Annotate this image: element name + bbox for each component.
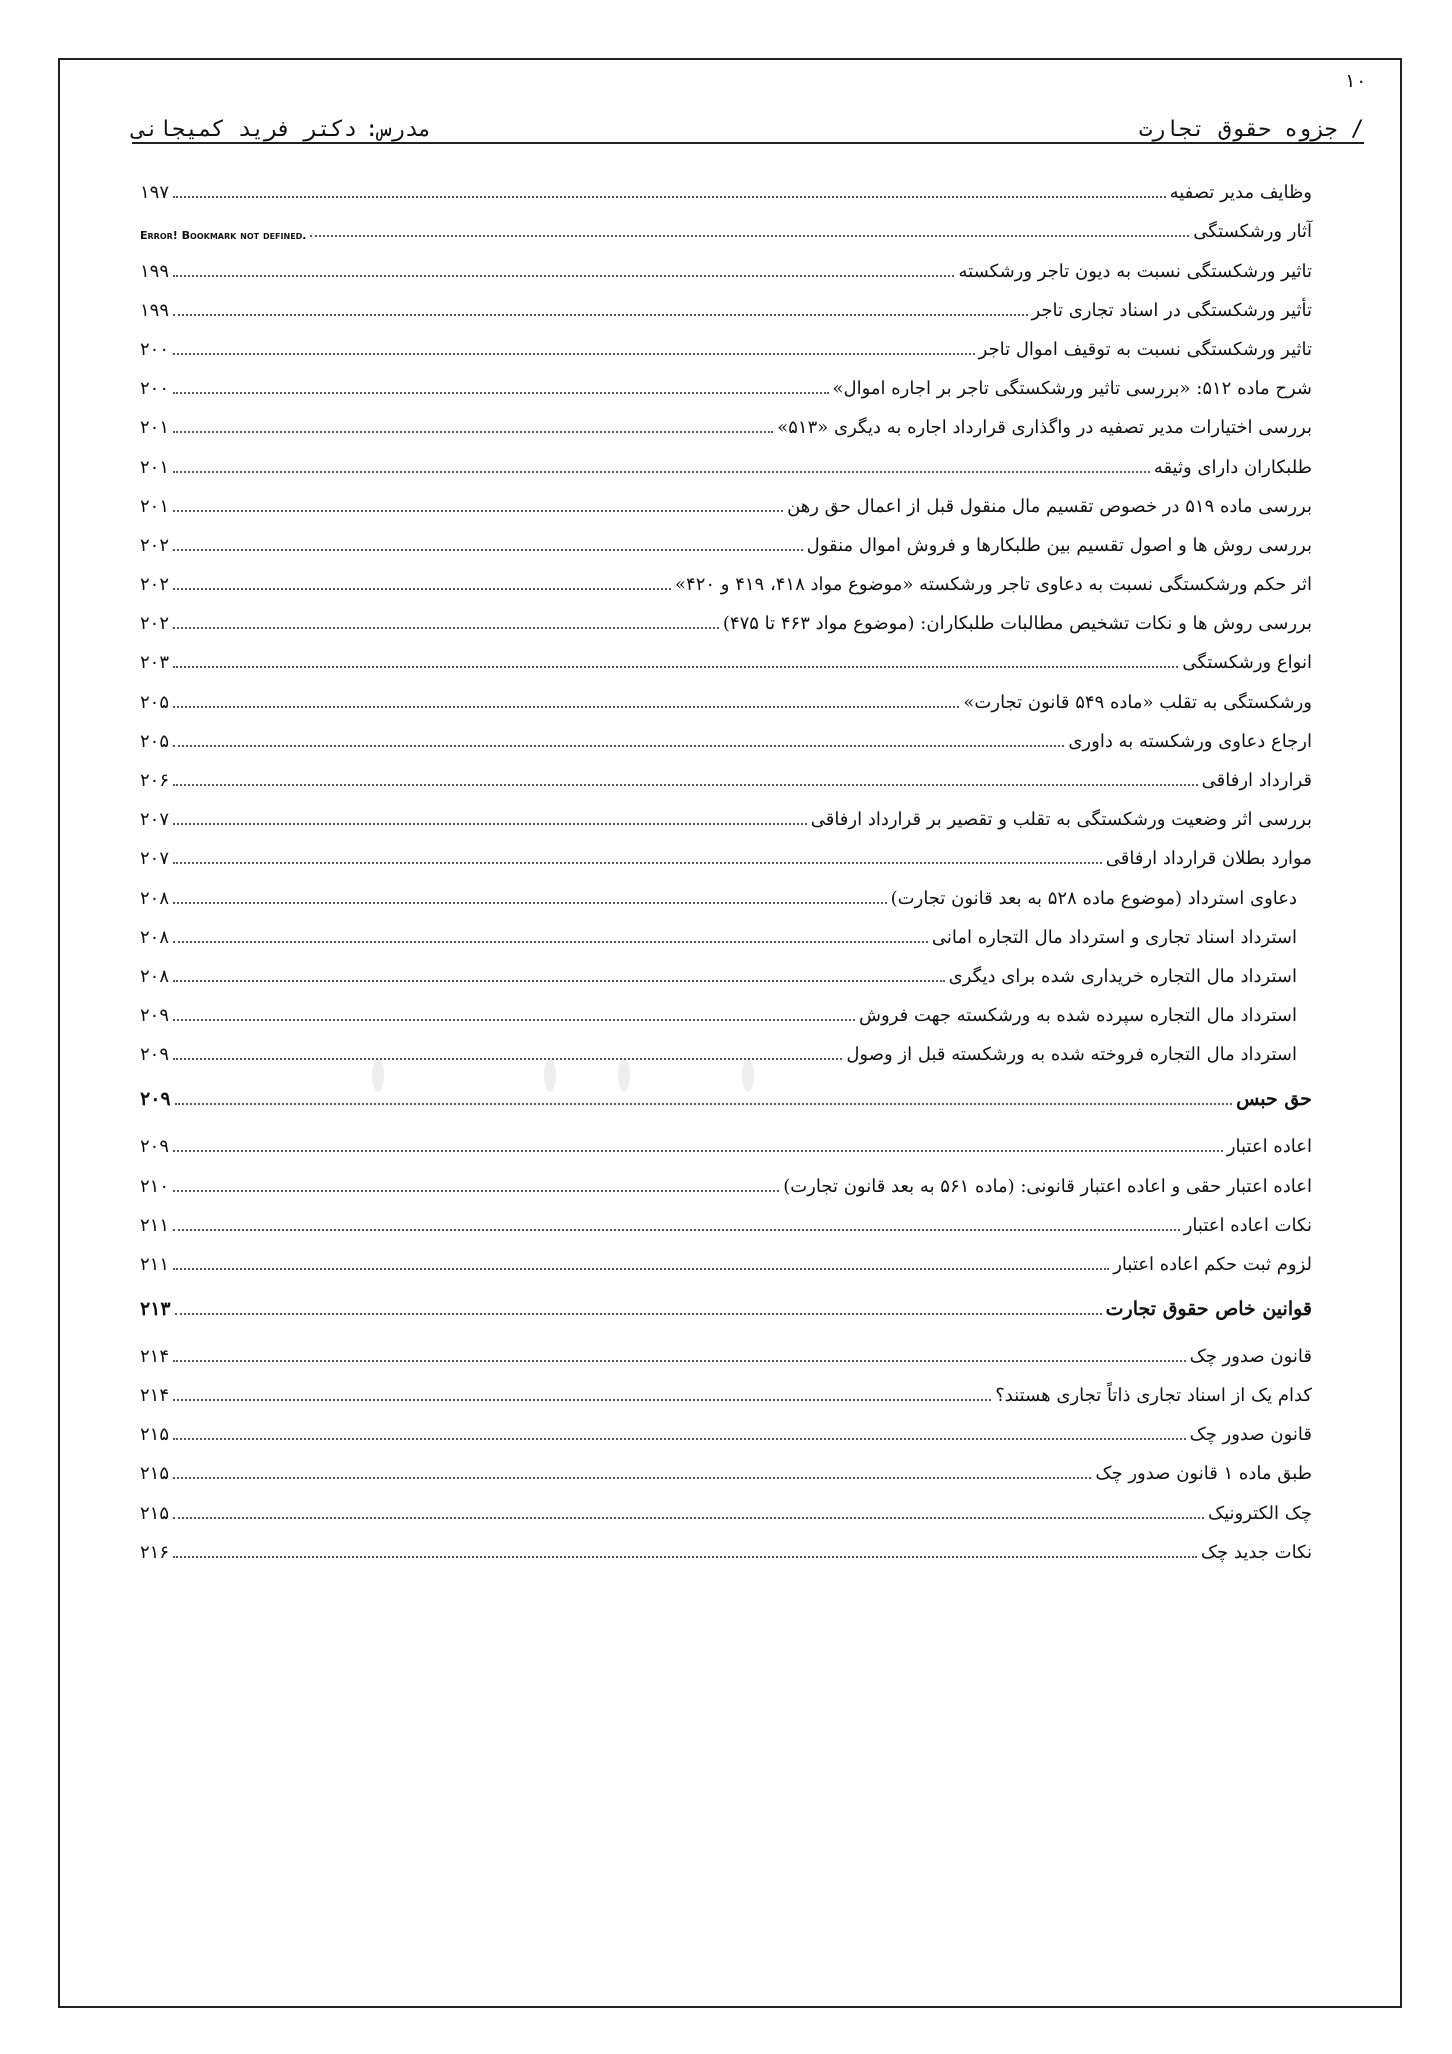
toc-entry-title: اعاده اعتبار حقی و اعاده اعتبار قانونی: (ماده ۵۶۱ به بعد قانون تجارت) bbox=[783, 1175, 1312, 1197]
toc-page-number: ۲۰۰ bbox=[140, 378, 170, 400]
toc-entry[interactable] bbox=[140, 564, 1312, 603]
toc-entry[interactable] bbox=[140, 995, 1312, 1034]
toc-entry[interactable] bbox=[140, 172, 1312, 211]
toc-page-number: ۲۰۲ bbox=[140, 534, 170, 556]
dot-leader bbox=[173, 980, 945, 982]
toc-entry-title: استرداد مال التجاره فروخته شده به ورشکسته قبل از وصول bbox=[846, 1044, 1297, 1066]
toc-page-number: ۲۰۹ bbox=[140, 1136, 170, 1158]
instructor-label: مدرس: bbox=[365, 117, 432, 142]
toc-page-number: ۲۱۰ bbox=[140, 1175, 170, 1197]
toc-entry[interactable] bbox=[140, 329, 1312, 368]
toc-entry-title: اعاده اعتبار bbox=[1226, 1136, 1312, 1158]
toc-entry[interactable] bbox=[140, 1034, 1312, 1073]
toc-page-number: ۲۰۵ bbox=[140, 691, 170, 713]
toc-entry[interactable] bbox=[140, 917, 1312, 956]
dot-leader bbox=[173, 862, 1102, 864]
toc-entry[interactable] bbox=[140, 211, 1312, 250]
toc-page-number: ۲۱۳ bbox=[140, 1297, 171, 1320]
toc-page-number: ۲۱۵ bbox=[140, 1463, 170, 1485]
dot-leader bbox=[173, 1399, 991, 1401]
toc-entry-title: بررسی ماده ۵۱۹ در خصوص تقسیم مال منقول قبل از اعمال حق رهن bbox=[787, 495, 1312, 517]
toc-entry-title: کدام یک از اسناد تجاری ذاتاً تجاری هستند؟ bbox=[995, 1385, 1312, 1407]
dot-leader bbox=[173, 823, 807, 825]
dot-leader bbox=[173, 353, 975, 355]
toc-entry-title: تأثیر ورشکستگی در اسناد تجاری تاجر bbox=[1031, 299, 1312, 321]
toc-entry[interactable] bbox=[140, 1375, 1312, 1414]
toc-page-number: ۲۰۷ bbox=[140, 809, 170, 831]
toc-entry[interactable] bbox=[140, 681, 1312, 720]
toc-section-heading[interactable] bbox=[140, 1073, 1312, 1118]
toc-page-number: ۲۱۵ bbox=[140, 1502, 170, 1524]
instructor-credit bbox=[132, 117, 431, 142]
toc-page-number: ۲۰۹ bbox=[140, 1088, 171, 1111]
dot-leader bbox=[173, 1019, 855, 1021]
toc-entry-title: استرداد اسناد تجاری و استرداد مال التجاره امانی bbox=[931, 926, 1297, 948]
dot-leader bbox=[175, 1103, 1232, 1105]
toc-page-number: ۲۰۱ bbox=[140, 456, 170, 478]
toc-entry-title: استرداد مال التجاره سپرده شده به ورشکسته جهت فروش bbox=[859, 1005, 1297, 1027]
toc-entry-title: نکات اعاده اعتبار bbox=[1183, 1214, 1312, 1236]
dot-leader bbox=[173, 431, 773, 433]
toc-entry-title: قوانین خاص حقوق تجارت bbox=[1105, 1297, 1312, 1320]
dot-leader bbox=[310, 235, 1189, 237]
toc-page-number: ۲۰۸ bbox=[140, 965, 170, 987]
toc-section-heading[interactable] bbox=[140, 1283, 1312, 1328]
toc-entry-title: موارد بطلان قرارداد ارفاقی bbox=[1105, 848, 1312, 870]
dot-leader bbox=[175, 1313, 1102, 1315]
dot-leader bbox=[173, 627, 719, 629]
dot-leader bbox=[173, 784, 1198, 786]
toc-entry-title: طبق ماده ۱ قانون صدور چک bbox=[1095, 1463, 1312, 1485]
instructor-name: دکتر فرید کمیجانی bbox=[132, 117, 358, 142]
toc-entry[interactable] bbox=[140, 1165, 1312, 1204]
dot-leader bbox=[173, 902, 887, 904]
toc-entry-title: لزوم ثبت حکم اعاده اعتبار bbox=[1113, 1253, 1312, 1275]
toc-entry[interactable] bbox=[140, 877, 1312, 916]
toc-entry[interactable] bbox=[140, 407, 1312, 446]
toc-entry-title: چک الکترونیک bbox=[1208, 1502, 1312, 1524]
toc-entry[interactable] bbox=[140, 368, 1312, 407]
toc-entry[interactable] bbox=[140, 956, 1312, 995]
dot-leader bbox=[173, 1190, 779, 1192]
toc-entry-title: آثار ورشکستگی bbox=[1193, 221, 1312, 243]
table-of-contents bbox=[140, 172, 1312, 1571]
dot-leader bbox=[173, 1268, 1109, 1270]
dot-leader bbox=[173, 1360, 1186, 1362]
dot-leader bbox=[173, 1058, 842, 1060]
dot-leader bbox=[173, 1517, 1204, 1519]
dot-leader bbox=[173, 1438, 1186, 1440]
toc-page-number: ۱۹۹ bbox=[140, 260, 170, 282]
toc-entry-title: ارجاع دعاوی ورشکسته به داوری bbox=[1068, 730, 1312, 752]
toc-entry[interactable] bbox=[140, 642, 1312, 681]
toc-page-number: ۲۱۴ bbox=[140, 1385, 170, 1407]
toc-entry-title: اثر حکم ورشکستگی نسبت به دعاوی تاجر ورشکسته «موضوع مواد ۴۱۸، ۴۱۹ و ۴۲۰» bbox=[675, 574, 1312, 596]
toc-entry-title: استرداد مال التجاره خریداری شده برای دیگری bbox=[948, 965, 1297, 987]
dot-leader bbox=[173, 510, 783, 512]
dot-leader bbox=[173, 392, 828, 394]
toc-entry-title: قانون صدور چک bbox=[1189, 1345, 1312, 1367]
toc-page-number: ۲۰۹ bbox=[140, 1005, 170, 1027]
toc-entry[interactable] bbox=[140, 1205, 1312, 1244]
toc-entry-title: قرارداد ارفاقی bbox=[1201, 770, 1312, 791]
toc-entry-title: تاثیر ورشکستگی نسبت به دیون تاجر ورشکسته bbox=[958, 260, 1312, 282]
toc-page-number: ۲۱۴ bbox=[140, 1345, 170, 1367]
dot-leader bbox=[173, 549, 803, 551]
toc-page-number: ۱۹۷ bbox=[140, 182, 170, 204]
dot-leader bbox=[173, 941, 928, 943]
dot-leader bbox=[173, 196, 1166, 198]
dot-leader bbox=[173, 1556, 1197, 1558]
document-title: / جزوه حقوق تجارت bbox=[1138, 117, 1364, 142]
toc-entry-title: بررسی اختیارات مدیر تصفیه در واگذاری قرارداد اجاره به دیگری «۵۱۳» bbox=[777, 417, 1312, 439]
toc-entry-title: نکات جدید چک bbox=[1200, 1541, 1312, 1563]
dot-leader bbox=[173, 706, 959, 708]
dot-leader bbox=[173, 314, 1027, 316]
page-number: ١٠ bbox=[1344, 70, 1367, 92]
toc-entry[interactable] bbox=[140, 603, 1312, 642]
dot-leader bbox=[173, 666, 1178, 668]
toc-entry[interactable] bbox=[140, 486, 1312, 525]
toc-page-number: ۲۰۶ bbox=[140, 770, 170, 791]
toc-entry[interactable] bbox=[140, 1328, 1312, 1375]
toc-entry[interactable] bbox=[140, 250, 1312, 289]
toc-entry[interactable] bbox=[140, 799, 1312, 838]
toc-page-number: ۲۱۵ bbox=[140, 1424, 170, 1446]
toc-page-number: ۲۰۰ bbox=[140, 338, 170, 360]
toc-page-number: ۲۰۷ bbox=[140, 848, 170, 870]
toc-page-number: ۲۰۱ bbox=[140, 417, 170, 439]
toc-page-number: ۲۰۲ bbox=[140, 613, 170, 635]
toc-page-number: ۱۹۹ bbox=[140, 299, 170, 321]
toc-entry[interactable] bbox=[140, 1453, 1312, 1492]
toc-entry[interactable] bbox=[140, 1414, 1312, 1453]
toc-entry[interactable] bbox=[140, 721, 1312, 760]
toc-page-number: ۲۱۶ bbox=[140, 1541, 170, 1563]
toc-entry-title: تاثیر ورشکستگی نسبت به توقیف اموال تاجر bbox=[978, 338, 1312, 360]
dot-leader bbox=[173, 588, 671, 590]
toc-entry-title: دعاوی استرداد (موضوع ماده ۵۲۸ به بعد قانون تجارت) bbox=[890, 887, 1297, 909]
toc-entry[interactable] bbox=[140, 1492, 1312, 1531]
dot-leader bbox=[173, 275, 954, 277]
toc-entry[interactable] bbox=[140, 446, 1312, 485]
toc-entry[interactable] bbox=[140, 1532, 1312, 1571]
toc-page-number: ۲۰۸ bbox=[140, 926, 170, 948]
toc-entry-title: حق حبس bbox=[1236, 1088, 1312, 1111]
toc-entry[interactable] bbox=[140, 838, 1312, 877]
dot-leader bbox=[173, 1229, 1180, 1231]
toc-entry[interactable] bbox=[140, 525, 1312, 564]
toc-entry-title: قانون صدور چک bbox=[1189, 1424, 1312, 1446]
page-header bbox=[132, 104, 1364, 144]
toc-page-number: ۲۰۲ bbox=[140, 574, 170, 596]
dot-leader bbox=[173, 1150, 1223, 1152]
toc-page-number: ۲۰۱ bbox=[140, 495, 170, 517]
dot-leader bbox=[173, 471, 1150, 473]
toc-page-number: ۲۱۱ bbox=[140, 1214, 170, 1236]
toc-entry[interactable] bbox=[140, 290, 1312, 329]
toc-page-number: ۲۱۱ bbox=[140, 1253, 170, 1275]
toc-entry[interactable] bbox=[140, 760, 1312, 799]
dot-leader bbox=[173, 745, 1064, 747]
toc-page-number: ۲۰۳ bbox=[140, 652, 170, 674]
toc-entry-title: انواع ورشکستگی bbox=[1182, 652, 1312, 674]
toc-entry[interactable] bbox=[140, 1244, 1312, 1283]
toc-entry-title: وظایف مدیر تصفیه bbox=[1169, 182, 1312, 204]
toc-entry-title: طلبکاران دارای وثیقه bbox=[1153, 456, 1312, 478]
toc-entry-title: بررسی روش ها و اصول تقسیم بین طلبکارها و فروش اموال منقول bbox=[806, 534, 1312, 556]
toc-entry-title: شرح ماده ۵۱۲: «بررسی تاثیر ورشکستگی تاجر بر اجاره اموال» bbox=[832, 378, 1312, 400]
toc-page-number: ۲۰۸ bbox=[140, 887, 170, 909]
toc-entry-title: بررسی اثر وضعیت ورشکستگی به تقلب و تقصیر بر قرارداد ارفاقی bbox=[810, 809, 1312, 831]
dot-leader bbox=[173, 1477, 1091, 1479]
toc-entry-title: ورشکستگی به تقلب «ماده ۵۴۹ قانون تجارت» bbox=[963, 691, 1312, 713]
toc-entry-title: بررسی روش ها و نکات تشخیص مطالبات طلبکاران: (موضوع مواد ۴۶۳ تا ۴۷۵) bbox=[722, 613, 1312, 635]
toc-entry[interactable] bbox=[140, 1118, 1312, 1165]
bookmark-error: Error! Bookmark not defined. bbox=[140, 229, 307, 243]
toc-page-number: ۲۰۵ bbox=[140, 730, 170, 752]
toc-page-number: ۲۰۹ bbox=[140, 1044, 170, 1066]
